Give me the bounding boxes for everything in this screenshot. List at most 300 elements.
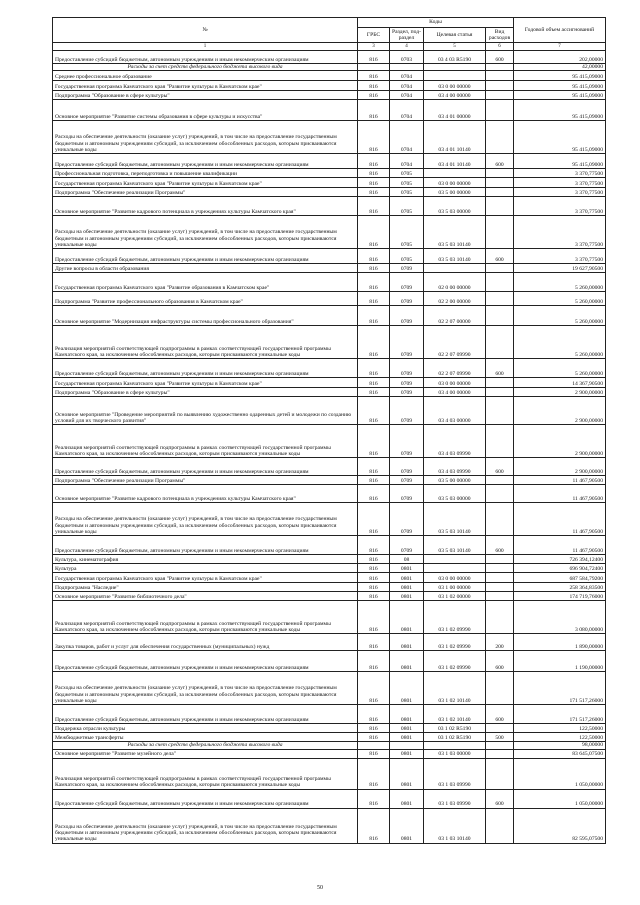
row-exp — [486, 188, 514, 197]
row-exp — [486, 749, 514, 758]
row-sum: 3 080,00000 — [514, 601, 606, 634]
row-grbs: 816 — [358, 564, 390, 573]
row-sum: 95 415,09000 — [514, 121, 606, 154]
header-num-5: 5 — [424, 43, 486, 51]
header-num-4: 4 — [390, 43, 424, 51]
row-name: Расходы на обеспечение деятельности (оказание услуг) учреждений, в том числе на предоставление государственным бюджетным и автономным учреждениям субсидий, за исключением обособленных расходов, которым присваиваются уникальные коды — [53, 121, 358, 154]
row-sum: 171 517,26000 — [514, 705, 606, 724]
row-grbs: 816 — [358, 264, 390, 273]
row-name: Закупка товаров, работ и услуг для обеспечения государственных (муниципальных) нужд — [53, 634, 358, 651]
row-target: 03 4 00 00000 — [424, 388, 486, 397]
row-name: Государственная программа Камчатского края "Развитие культуры в Камчатском крае" — [53, 573, 358, 583]
table-row — [53, 808, 606, 843]
row-name: Реализация мероприятий соответствующей подпрограммы в рамках соответствующей государственной программы Камчатского края, за исключением обособленных расходов, которым присваиваются уникальные коды — [53, 601, 358, 634]
row-target: 03 5 03 10140 — [424, 503, 486, 536]
row-name: Подпрограмма "Обеспечение реализации Программы" — [53, 188, 358, 197]
row-exp — [486, 273, 514, 292]
row-sum: 174 719,76000 — [514, 592, 606, 601]
row-grbs: 816 — [358, 503, 390, 536]
row-name: Подпрограмма "Наследие" — [53, 583, 358, 592]
row-target: 03 4 01 10140 — [424, 154, 486, 169]
row-grbs: 816 — [358, 672, 390, 705]
row-exp — [486, 388, 514, 397]
row-name: Предоставление субсидий бюджетным, автономным учреждениям и иным некоммерческим организациям — [53, 789, 358, 808]
table-row — [53, 292, 606, 306]
row-sum: 83 645,07500 — [514, 749, 606, 758]
row-name: Предоставление субсидий бюджетным, автономным учреждениям и иным некоммерческим организациям — [53, 51, 358, 64]
row-sum: 3 370,77500 — [514, 249, 606, 264]
table-row — [53, 749, 606, 758]
table-row — [53, 81, 606, 91]
row-exp: 600 — [486, 51, 514, 64]
table-row — [53, 583, 606, 592]
row-name: Предоставление субсидий бюджетным, автономным учреждениям и иным некоммерческим организациям — [53, 651, 358, 672]
table-row — [53, 64, 606, 71]
row-sum: 1 050,00000 — [514, 758, 606, 789]
row-section: 0801 — [390, 758, 424, 789]
row-exp — [486, 573, 514, 583]
row-target: 03 5 03 00000 — [424, 197, 486, 216]
row-name: Подпрограмма "Развитие профессионального образования в Камчатском крае" — [53, 292, 358, 306]
row-grbs: 816 — [358, 733, 390, 742]
row-name: Предоставление субсидий бюджетным, автономным учреждениям и иным некоммерческим организациям — [53, 536, 358, 555]
table-row — [53, 264, 606, 273]
row-name: Расходы на обеспечение деятельности (оказание услуг) учреждений, в том числе на предоставление государственным бюджетным и автономным учреждениям субсидий, за исключением обособленных расходов, которым присваиваются уникальные коды — [53, 216, 358, 249]
row-sum: 95 415,09000 — [514, 71, 606, 81]
table-row — [53, 378, 606, 388]
row-grbs: 816 — [358, 425, 390, 458]
row-name: Подпрограмма "Обеспечение реализации Программы" — [53, 476, 358, 485]
row-target: 03 1 02 09990 — [424, 651, 486, 672]
header-section: Раздел, под-раздел — [390, 28, 424, 43]
row-name: Основное мероприятие "Проведение мероприятий по выявлению художественно одаренных детей и молодежи по созданию условий для их творческого развития" — [53, 397, 358, 425]
row-grbs: 816 — [358, 808, 390, 843]
row-target: 03 1 02 09990 — [424, 634, 486, 651]
row-sum: 11 467,90500 — [514, 503, 606, 536]
row-grbs: 816 — [358, 758, 390, 789]
row-name: Расходы на обеспечение деятельности (оказание услуг) учреждений, в том числе на предоставление государственным бюджетным и автономным учреждениям субсидий, за исключением обособленных расходов, которым присваиваются уникальные коды — [53, 808, 358, 843]
row-exp — [486, 397, 514, 425]
row-section: 0704 — [390, 100, 424, 121]
row-sum: 11 467,90500 — [514, 485, 606, 503]
row-target: 03 4 01 10140 — [424, 121, 486, 154]
table-row — [53, 249, 606, 264]
row-sum: 3 370,77500 — [514, 178, 606, 188]
row-name: Подпрограмма "Образование в сфере культуры" — [53, 388, 358, 397]
row-exp — [486, 485, 514, 503]
table-row — [53, 724, 606, 733]
row-grbs: 816 — [358, 306, 390, 326]
row-target: 03 5 03 00000 — [424, 485, 486, 503]
row-sum: 19 627,90500 — [514, 264, 606, 273]
row-sum: 5 260,00000 — [514, 292, 606, 306]
row-name: Профессиональная подготовка, переподготовка и повышение квалификации — [53, 169, 358, 178]
row-exp — [486, 601, 514, 634]
row-exp — [486, 425, 514, 458]
row-sum: 5 260,00000 — [514, 326, 606, 359]
row-name: Культура, кинематография — [53, 555, 358, 564]
row-exp — [486, 197, 514, 216]
row-exp: 600 — [486, 789, 514, 808]
table-row — [53, 169, 606, 178]
table-row — [53, 100, 606, 121]
row-section: 0709 — [390, 306, 424, 326]
row-section: 0801 — [390, 705, 424, 724]
row-sum: 95 415,09000 — [514, 81, 606, 91]
table-row — [53, 458, 606, 476]
row-target: 03 1 02 R5190 — [424, 724, 486, 733]
table-row — [53, 573, 606, 583]
table-row — [53, 216, 606, 249]
row-section: 0709 — [390, 326, 424, 359]
row-exp — [486, 592, 514, 601]
row-section: 0704 — [390, 81, 424, 91]
table-row — [53, 705, 606, 724]
row-grbs: 816 — [358, 458, 390, 476]
row-target: 03 5 00 00000 — [424, 188, 486, 197]
row-exp: 600 — [486, 536, 514, 555]
row-target: 03 4 03 09990 — [424, 458, 486, 476]
row-grbs: 816 — [358, 724, 390, 733]
row-exp — [486, 178, 514, 188]
row-sum: 95 415,09000 — [514, 154, 606, 169]
row-exp — [486, 71, 514, 81]
row-section: 0709 — [390, 476, 424, 485]
row-target — [424, 564, 486, 573]
row-sum: 2 900,00000 — [514, 425, 606, 458]
row-sum: 2 900,00000 — [514, 397, 606, 425]
row-sum: 11 467,90500 — [514, 476, 606, 485]
row-sum: 1 050,00000 — [514, 789, 606, 808]
row-target: 03 0 00 00000 — [424, 378, 486, 388]
row-exp — [486, 808, 514, 843]
header-codes: Коды — [358, 18, 514, 28]
row-target: 02 2 00 00000 — [424, 292, 486, 306]
row-name: Расходы за счет средств федерального бюджета высокого вида — [53, 742, 358, 749]
row-name: Государственная программа Камчатского края "Развитие культуры в Камчатском крае" — [53, 178, 358, 188]
header-target: Целевая статья — [424, 28, 486, 43]
row-target: 03 5 03 10140 — [424, 216, 486, 249]
row-grbs: 816 — [358, 359, 390, 378]
row-sum: 122,50000 — [514, 724, 606, 733]
header-exp: Вид расходов — [486, 28, 514, 43]
table-row — [53, 503, 606, 536]
row-target: 03 0 00 00000 — [424, 81, 486, 91]
row-sum: 171 517,26000 — [514, 672, 606, 705]
row-target — [424, 64, 486, 71]
header-volume: Годовой объем ассигнований — [514, 18, 606, 43]
row-name: Предоставление субсидий бюджетным, автономным учреждениям и иным некоммерческим организациям — [53, 705, 358, 724]
row-name: Основное мероприятие "Развитие музейного дела" — [53, 749, 358, 758]
row-grbs: 816 — [358, 634, 390, 651]
row-sum: 687 584,79200 — [514, 573, 606, 583]
row-target — [424, 71, 486, 81]
row-exp: 600 — [486, 705, 514, 724]
row-section: 0709 — [390, 264, 424, 273]
row-section: 0801 — [390, 789, 424, 808]
table-row — [53, 326, 606, 359]
row-section: 0704 — [390, 71, 424, 81]
row-section: 0801 — [390, 592, 424, 601]
row-sum: 258 364,83500 — [514, 583, 606, 592]
row-section: 0801 — [390, 672, 424, 705]
table-row — [53, 536, 606, 555]
row-exp — [486, 216, 514, 249]
row-name: Реализация мероприятий соответствующей подпрограммы в рамках соответствующей государственной программы Камчатского края, за исключением обособленных расходов, которым присваиваются уникальные коды — [53, 425, 358, 458]
row-grbs: 816 — [358, 485, 390, 503]
row-section: 0704 — [390, 121, 424, 154]
row-sum: 3 370,77500 — [514, 188, 606, 197]
row-grbs: 816 — [358, 789, 390, 808]
table-row — [53, 197, 606, 216]
table-row — [53, 51, 606, 64]
header-name: № — [53, 18, 358, 43]
row-name: Предоставление субсидий бюджетным, автономным учреждениям и иным некоммерческим организациям — [53, 249, 358, 264]
row-section: 0705 — [390, 178, 424, 188]
row-name: Среднее профессиональное образование — [53, 71, 358, 81]
row-sum: 14 367,90500 — [514, 378, 606, 388]
row-section: 0709 — [390, 425, 424, 458]
row-section: 0709 — [390, 273, 424, 292]
table-row — [53, 592, 606, 601]
row-grbs: 816 — [358, 51, 390, 64]
row-exp — [486, 81, 514, 91]
row-exp: 600 — [486, 154, 514, 169]
row-target: 03 4 03 00000 — [424, 397, 486, 425]
table-row — [53, 121, 606, 154]
row-exp — [486, 724, 514, 733]
row-section: 0705 — [390, 188, 424, 197]
row-target — [424, 264, 486, 273]
row-name: Другие вопросы в области образования — [53, 264, 358, 273]
row-section: 0801 — [390, 583, 424, 592]
row-grbs: 816 — [358, 169, 390, 178]
table-row — [53, 178, 606, 188]
row-grbs: 816 — [358, 326, 390, 359]
row-exp — [486, 64, 514, 71]
row-target — [424, 169, 486, 178]
budget-table — [52, 17, 606, 844]
table-row — [53, 306, 606, 326]
row-grbs: 816 — [358, 536, 390, 555]
row-grbs: 816 — [358, 188, 390, 197]
row-grbs: 816 — [358, 476, 390, 485]
row-section: 0801 — [390, 749, 424, 758]
row-grbs: 816 — [358, 651, 390, 672]
row-target: 03 1 03 09990 — [424, 758, 486, 789]
row-grbs: 816 — [358, 592, 390, 601]
row-exp — [486, 169, 514, 178]
row-section: 0801 — [390, 573, 424, 583]
row-section: 0709 — [390, 458, 424, 476]
row-section: 0709 — [390, 388, 424, 397]
row-exp — [486, 564, 514, 573]
row-grbs — [358, 64, 390, 71]
row-grbs: 816 — [358, 601, 390, 634]
table-row — [53, 601, 606, 634]
row-sum: 98,00000 — [514, 742, 606, 749]
row-exp — [486, 100, 514, 121]
row-name: Основное мероприятие "Развитие кадрового потенциала в учреждениях культуры Камчатского края" — [53, 485, 358, 503]
header-num-6: 6 — [486, 43, 514, 51]
row-target: 02 2 07 09990 — [424, 326, 486, 359]
row-target: 03 1 03 00000 — [424, 749, 486, 758]
row-section: 0801 — [390, 651, 424, 672]
row-target: 03 1 02 R5190 — [424, 733, 486, 742]
row-sum: 5 260,00000 — [514, 306, 606, 326]
row-name: Основное мероприятие "Модернизация инфраструктуры системы профессионального образования" — [53, 306, 358, 326]
row-target: 03 0 00 00000 — [424, 178, 486, 188]
row-exp — [486, 503, 514, 536]
row-grbs: 816 — [358, 216, 390, 249]
row-exp: 600 — [486, 651, 514, 672]
row-section: 0801 — [390, 564, 424, 573]
row-exp — [486, 758, 514, 789]
row-sum: 95 415,09000 — [514, 91, 606, 100]
row-grbs: 816 — [358, 71, 390, 81]
page-number: 50 — [317, 885, 323, 891]
row-grbs: 816 — [358, 292, 390, 306]
row-name: Государственная программа Камчатского края "Развитие образования в Камчатском крае" — [53, 273, 358, 292]
row-sum: 696 904,72400 — [514, 564, 606, 573]
row-exp — [486, 555, 514, 564]
table-row — [53, 672, 606, 705]
row-name: Предоставление субсидий бюджетным, автономным учреждениям и иным некоммерческим организациям — [53, 458, 358, 476]
row-exp: 600 — [486, 458, 514, 476]
row-target: 03 1 02 10140 — [424, 705, 486, 724]
row-grbs: 816 — [358, 555, 390, 564]
row-name: Предоставление субсидий бюджетным, автономным учреждениям и иным некоммерческим организациям — [53, 359, 358, 378]
row-sum: 5 260,00000 — [514, 359, 606, 378]
row-sum: 42,00000 — [514, 64, 606, 71]
row-section: 0705 — [390, 249, 424, 264]
row-sum: 122,50000 — [514, 733, 606, 742]
row-name: Поддержка отрасли культуры — [53, 724, 358, 733]
row-section: 0709 — [390, 397, 424, 425]
table-row — [53, 154, 606, 169]
row-grbs: 816 — [358, 397, 390, 425]
row-exp: 200 — [486, 634, 514, 651]
row-name: Основное мероприятие "Развитие системы образования в сфере культуры и искусства" — [53, 100, 358, 121]
row-section: 0709 — [390, 292, 424, 306]
row-exp — [486, 326, 514, 359]
table-row — [53, 758, 606, 789]
row-section — [390, 742, 424, 749]
row-exp — [486, 306, 514, 326]
row-sum: 11 467,90500 — [514, 536, 606, 555]
row-target: 03 4 00 00000 — [424, 91, 486, 100]
row-sum: 3 370,77500 — [514, 216, 606, 249]
row-exp: 600 — [486, 249, 514, 264]
row-grbs: 816 — [358, 583, 390, 592]
table-row — [53, 733, 606, 742]
row-section: 0704 — [390, 154, 424, 169]
row-exp: 600 — [486, 359, 514, 378]
row-section — [390, 64, 424, 71]
row-target: 03 1 03 10140 — [424, 808, 486, 843]
table-row — [53, 476, 606, 485]
row-section: 0709 — [390, 536, 424, 555]
row-grbs: 816 — [358, 705, 390, 724]
table-row — [53, 397, 606, 425]
row-sum: 726 394,12400 — [514, 555, 606, 564]
row-grbs: 816 — [358, 100, 390, 121]
row-sum: 202,00000 — [514, 51, 606, 64]
row-section: 0709 — [390, 503, 424, 536]
row-target: 03 1 03 09990 — [424, 789, 486, 808]
row-exp — [486, 476, 514, 485]
row-sum: 1 190,00000 — [514, 651, 606, 672]
row-target: 03 4 01 00000 — [424, 100, 486, 121]
row-section: 0705 — [390, 197, 424, 216]
row-target — [424, 555, 486, 564]
row-sum: 3 370,77500 — [514, 197, 606, 216]
row-target: 03 0 00 00000 — [424, 573, 486, 583]
row-grbs: 816 — [358, 573, 390, 583]
row-sum: 82 595,07500 — [514, 808, 606, 843]
row-sum: 1 890,00000 — [514, 634, 606, 651]
row-name: Межбюджетные трансферты — [53, 733, 358, 742]
row-target: 02 2 07 09990 — [424, 359, 486, 378]
row-section: 0801 — [390, 634, 424, 651]
row-name: Предоставление субсидий бюджетным, автономным учреждениям и иным некоммерческим организациям — [53, 154, 358, 169]
row-name: Подпрограмма "Образование в сфере культуры" — [53, 91, 358, 100]
row-section: 0703 — [390, 51, 424, 64]
table-row — [53, 359, 606, 378]
row-target: 03 1 02 10140 — [424, 672, 486, 705]
row-name: Основное мероприятие "Развитие библиотечного дела" — [53, 592, 358, 601]
row-section: 0704 — [390, 91, 424, 100]
row-target — [424, 742, 486, 749]
row-grbs: 816 — [358, 249, 390, 264]
table-row — [53, 188, 606, 197]
row-section: 0801 — [390, 724, 424, 733]
row-exp — [486, 378, 514, 388]
row-grbs: 816 — [358, 121, 390, 154]
table-row — [53, 634, 606, 651]
row-exp — [486, 672, 514, 705]
row-section: 0709 — [390, 378, 424, 388]
row-exp — [486, 264, 514, 273]
row-name: Государственная программа Камчатского края "Развитие культуры в Камчатском крае" — [53, 378, 358, 388]
table-row — [53, 91, 606, 100]
row-section: 0801 — [390, 601, 424, 634]
row-name: Расходы за счет средств федерального бюджета высокого вида — [53, 64, 358, 71]
header-grbs: ГРБС — [358, 28, 390, 43]
row-exp — [486, 91, 514, 100]
row-grbs: 816 — [358, 154, 390, 169]
table-row — [53, 651, 606, 672]
row-grbs: 816 — [358, 273, 390, 292]
row-name: Основное мероприятие "Развитие кадрового потенциала в учреждениях культуры Камчатского края" — [53, 197, 358, 216]
row-target: 03 4 03 R5190 — [424, 51, 486, 64]
row-sum: 5 260,00000 — [514, 273, 606, 292]
row-section: 0801 — [390, 733, 424, 742]
row-target: 03 4 03 09990 — [424, 425, 486, 458]
row-target: 02 0 00 00000 — [424, 273, 486, 292]
row-exp — [486, 583, 514, 592]
table-row — [53, 789, 606, 808]
row-target: 03 5 00 00000 — [424, 476, 486, 485]
row-name: Культура — [53, 564, 358, 573]
row-grbs: 816 — [358, 378, 390, 388]
row-grbs: 816 — [358, 81, 390, 91]
table-row — [53, 742, 606, 749]
row-sum: 2 900,00000 — [514, 458, 606, 476]
table-row — [53, 564, 606, 573]
header-num-1: 1 — [53, 43, 358, 51]
row-target: 03 1 00 00000 — [424, 583, 486, 592]
